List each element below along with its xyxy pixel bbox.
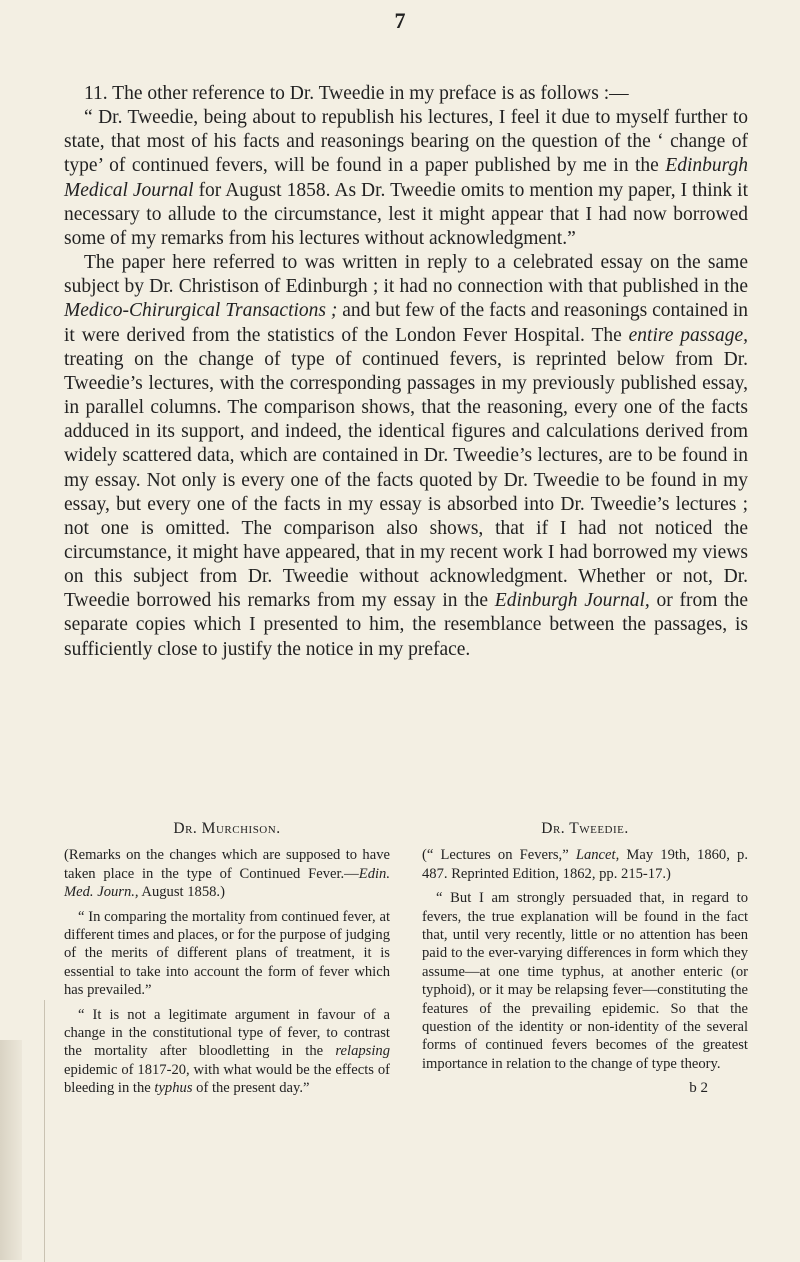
signature-mark: b 2	[689, 1080, 708, 1097]
margin-line	[44, 1000, 45, 1262]
paragraph-preface-quote: “ Dr. Tweedie, being about to republish his lectures, I feel it due to myself further to state, that most of his facts and reasonings bearing on the question of the ‘ change of type’ of continued fevers, will be found in a paper published by me in the Edinburgh Medical Journal for August 1858. As Dr. Tweedie omits to mention my paper, I think it necessary to allude to the circumstance, lest it might appear that I had now borrowed some of my remarks from his lectures without acknowledgment.”	[64, 107, 748, 249]
paragraph-explanation: The paper here referred to was written in reply to a celebrated essay on the same subject by Dr. Christison of Edinburgh ; it had no connection with that published in the Medico-Chirurgical Transactions ; and but few of the facts and reasonings contained in it were derived from the statistics of the London Fever Hospital. The entire passage, treating on the change of type of continued fevers, is reprinted below from Dr. Tweedie’s lectures, with the corresponding passages in my previously published essay, in parallel columns. The comparison shows, that the reasoning, every one of the facts adduced in its support, and indeed, the identical figures and calculations derived from widely scattered data, which are contained in Dr. Tweedie’s lectures, are to be found in my essay. Not only is every one of the facts quoted by Dr. Tweedie to be found in my essay, but every one of the facts in my essay is absorbed into Dr. Tweedie’s lectures ; not one is omitted. The comparison also shows, that if I had not noticed the circumstance, it might have appeared, that in my recent work I had borrowed my views on this subject from Dr. Tweedie without acknowledgment. Whether or not, Dr. Tweedie borrowed his remarks from my essay in the Edinburgh Journal, or from the separate copies which I presented to him, the resemblance between the passages, is sufficiently close to justify the notice in my preface.	[64, 252, 749, 660]
column-quote: “ But I am strongly persuaded that, in regard to fevers, the true explanation will be found in the fact that, until very recently, little or no attention has been paid to the ever-varying differences in form which they assume—at one time typhus, at another enteric (or typhoid), or it may be relapsing fever—constituting the features of the prevailing epidemic. So that the question of the identity or non-identity of the several forms of continued fevers becomes of the greatest importance in relation to the change of type theory.	[422, 890, 748, 1072]
parallel-columns	[64, 820, 748, 1104]
column-quote: “ It is not a legitimate argument in favour of a change in the constitutional type of fever, to contrast the mortality after bloodletting in the relapsing epidemic of 1817-20, with what would be the effects of bleeding in the typhus of the present day.”	[64, 1006, 390, 1097]
main-text	[64, 82, 748, 662]
column-reference: (“ Lectures on Fevers,” Lancet, May 19th, 1860, p. 487. Reprinted Edition, 1862, pp. 215-17.)	[422, 847, 748, 882]
page-edge	[0, 1040, 22, 1260]
column-reference: (Remarks on the changes which are supposed to have taken place in the type of Continued Fever.—Edin. Med. Journ., August 1858.)	[64, 847, 390, 901]
column-tweedie	[422, 820, 748, 1104]
column-heading-tweedie: Dr. Tweedie.	[541, 820, 629, 837]
page-number: 7	[394, 8, 406, 33]
column-quote: “ In comparing the mortality from continued fever, at different times and places, or for the purpose of judging of the merits of different plans of treatment, it is essential to take into account the form of fever which has prevailed.”	[64, 908, 390, 999]
column-heading-murchison: Dr. Murchison.	[173, 820, 281, 837]
paragraph-intro: 11. The other reference to Dr. Tweedie in my preface is as follows :—	[84, 83, 629, 104]
column-murchison	[64, 820, 390, 1104]
